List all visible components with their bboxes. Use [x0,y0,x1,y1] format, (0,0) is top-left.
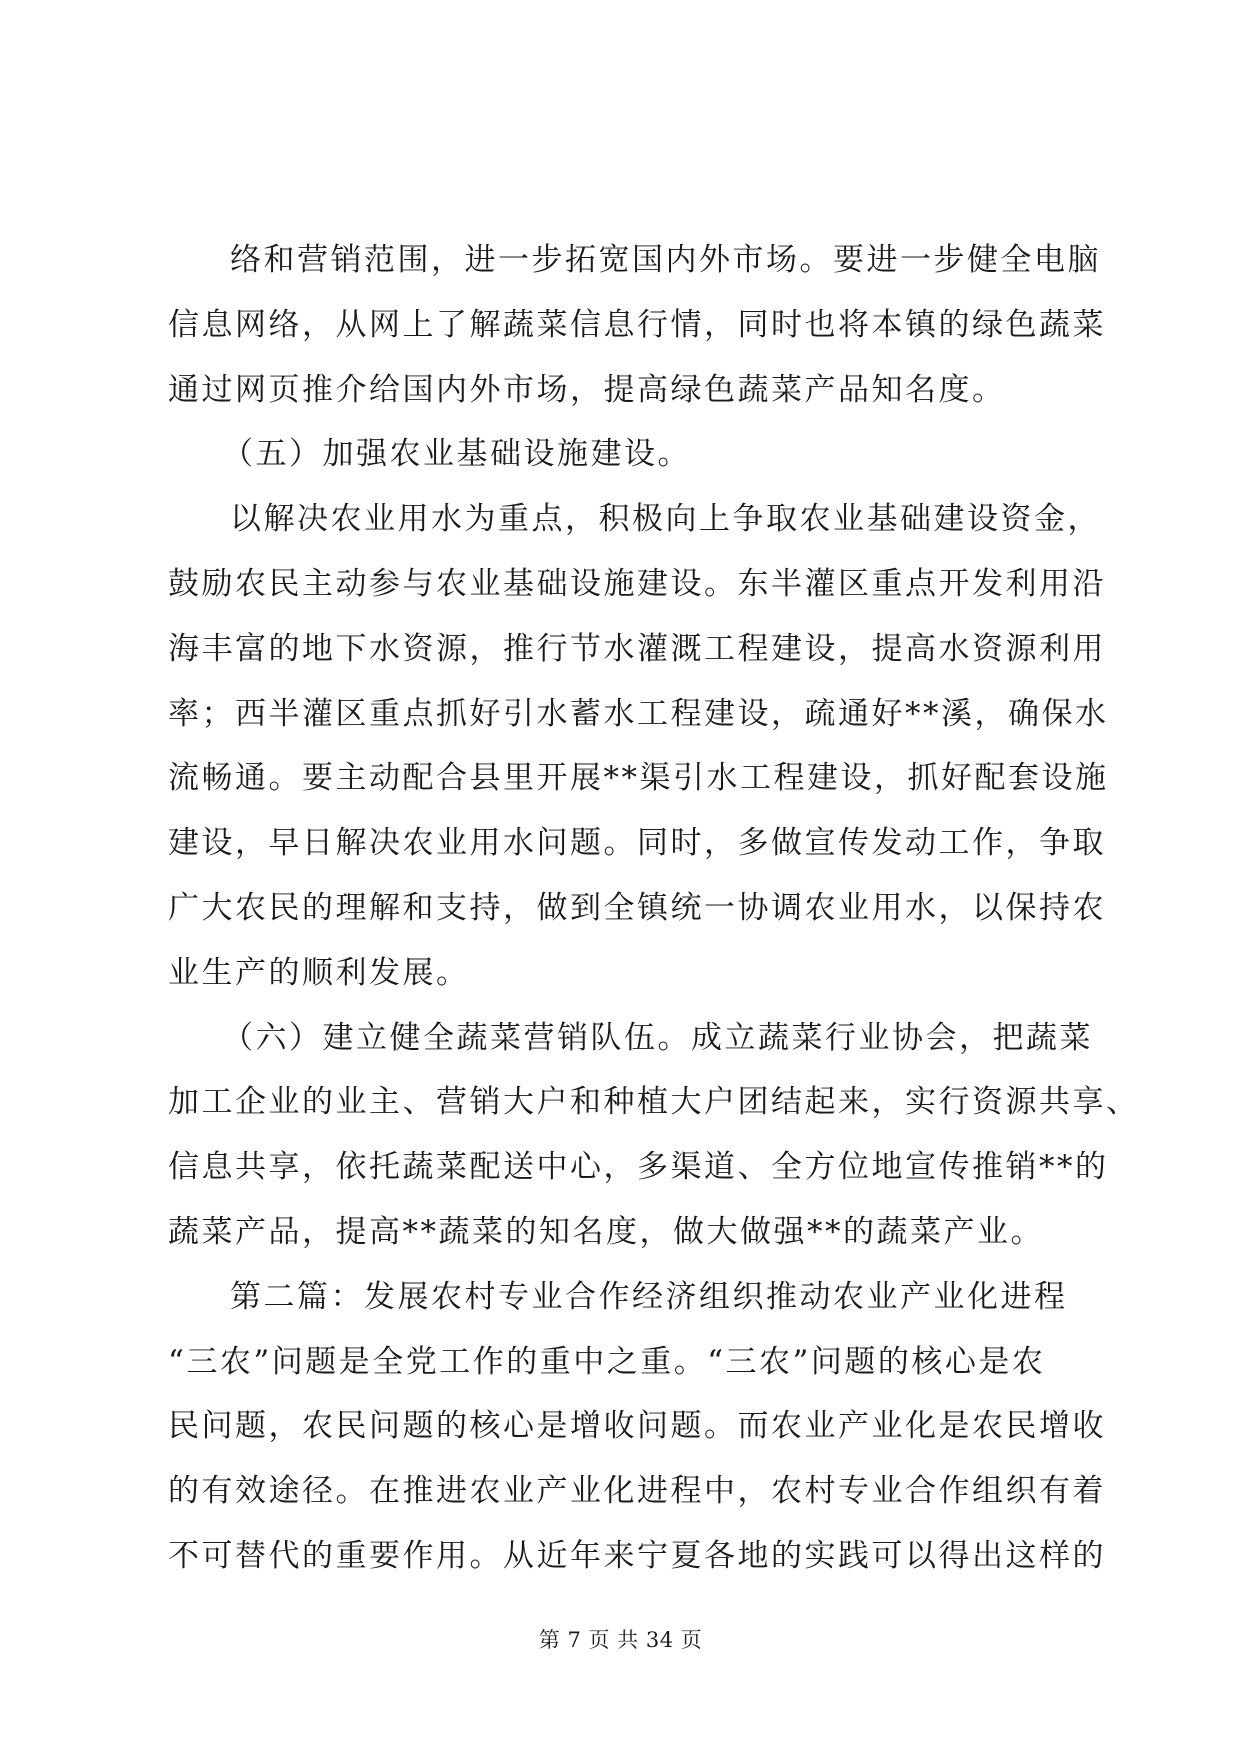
text-line: 络和营销范围，进一步拓宽国内外市场。要进一步健全电脑 [230,242,1101,278]
text-line: 加工企业的业主、营销大户和种植大户团结起来，实行资源共享、 [168,1084,1140,1121]
text-line: 广大农民的理解和支持，做到全镇统一协调农业用水，以保持农 [168,889,1106,926]
page-number-footer: 第 7 页 共 34 页 [538,1628,703,1652]
text-line: 以解决农业用水为重点，积极向上争取农业基础建设资金， [230,501,1101,538]
text-line: 信息网络，从网上了解蔬菜信息行情，同时也将本镇的绿色蔬菜 [168,306,1106,343]
text-line: 的有效途径。在推进农业产业化进程中，农村专业合作组织有着 [168,1473,1106,1510]
text-line: 信息共享，依托蔬菜配送中心，多渠道、全方位地宣传推销**的 [168,1149,1109,1186]
document-body [168,228,1140,1589]
text-line: 建设，早日解决农业用水问题。同时，多做宣传发动工作，争取 [168,825,1106,862]
section-heading-five: （五）加强农业基础设施建设。 [222,436,691,473]
chapter-title: 第二篇：发展农村专业合作经济组织推动农业产业化进程 [230,1278,1068,1315]
section-heading-six: （六）建立健全蔬菜营销队伍。成立蔬菜行业协会，把蔬菜 [222,1019,1093,1056]
text-line: “三农”问题是全党工作的重中之重。“三农”问题的核心是农 [168,1343,1046,1380]
text-line: 鼓励农民主动参与农业基础设施建设。东半灌区重点开发利用沿 [168,565,1106,602]
text-line: 海丰富的地下水资源，推行节水灌溉工程建设，提高水资源利用 [168,630,1106,667]
text-line: 蔬菜产品，提高**蔬菜的知名度，做大做强**的蔬菜产业。 [168,1213,1044,1250]
text-line: 民问题，农民问题的核心是增收问题。而农业产业化是农民增收 [168,1408,1106,1445]
text-line: 率；西半灌区重点抓好引水蓄水工程建设，疏通好**溪，确保水 [168,695,1109,732]
text-line: 通过网页推介给国内外市场，提高绿色蔬菜产品知名度。 [168,371,1006,408]
text-line: 不可替代的重要作用。从近年来宁夏各地的实践可以得出这样的 [168,1537,1106,1574]
text-line: 业生产的顺利发展。 [168,954,470,991]
text-line: 流畅通。要主动配合县里开展**渠引水工程建设，抓好配套设施 [168,760,1109,797]
